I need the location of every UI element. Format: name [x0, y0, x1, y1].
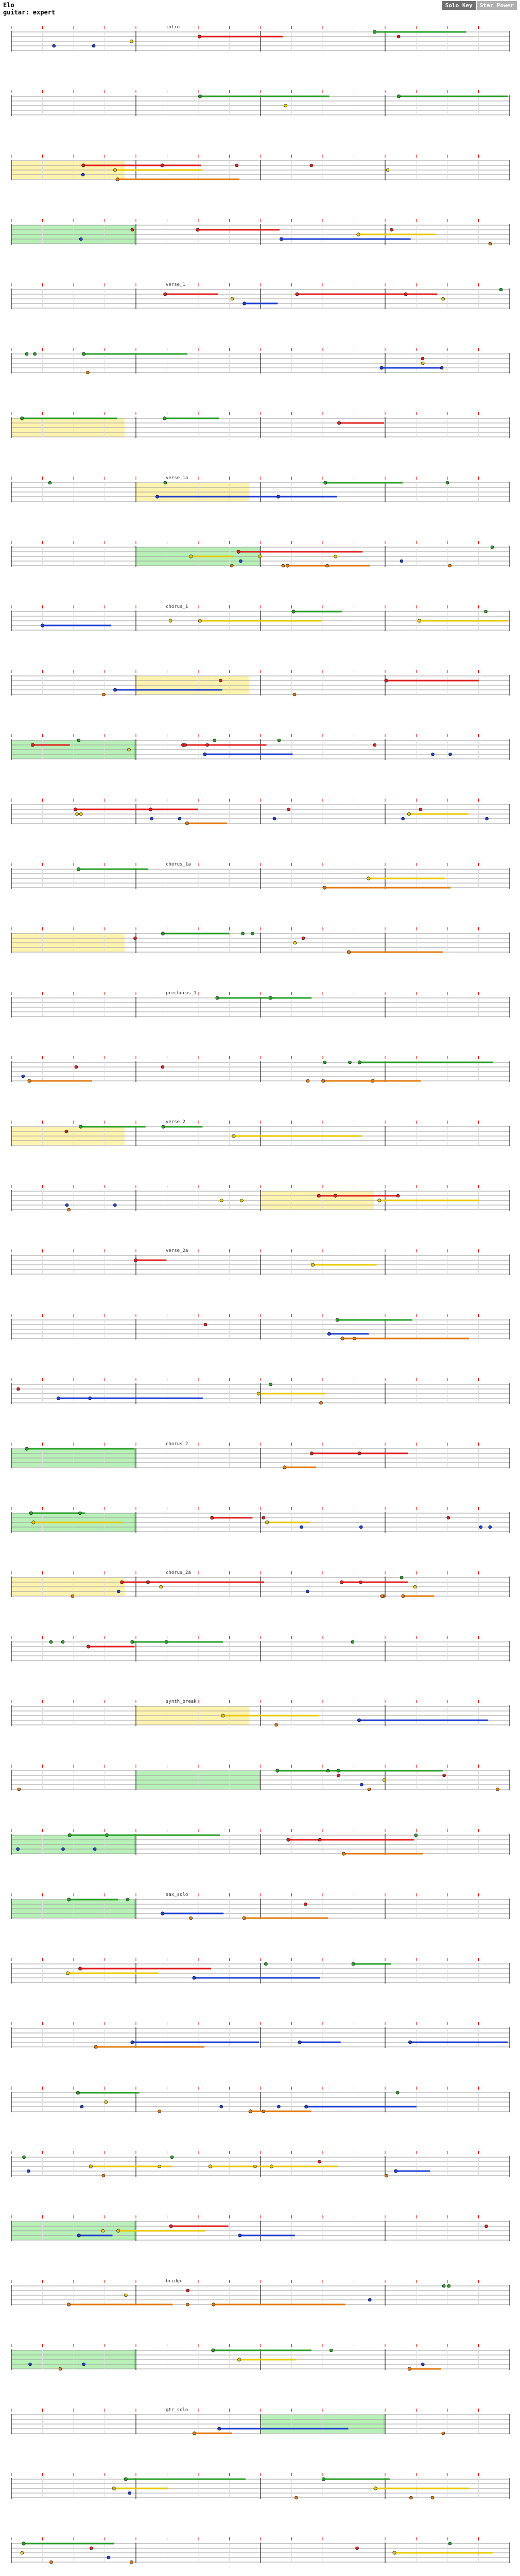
note-gem — [59, 2367, 62, 2370]
note-gem — [347, 951, 350, 954]
note-gem — [231, 297, 234, 300]
note-gem — [269, 1383, 272, 1386]
note-gem — [189, 555, 193, 558]
note-gem — [221, 1714, 224, 1717]
note-gem — [278, 739, 281, 742]
note-gem — [383, 1778, 386, 1782]
note-gem — [397, 95, 400, 98]
note-gem — [213, 739, 216, 742]
note-gem — [113, 168, 116, 172]
note-gem — [310, 164, 313, 167]
note-gem — [193, 2432, 196, 2435]
note-gem — [448, 564, 452, 567]
note-gem — [18, 1788, 21, 1791]
note-gem — [82, 2363, 85, 2366]
note-gem — [77, 868, 80, 871]
note-gem — [163, 417, 166, 420]
note-gem — [296, 293, 299, 296]
note-gem — [150, 817, 153, 820]
note-gem — [113, 688, 116, 691]
chart-header — [2, 0, 518, 21]
note-gem — [306, 1079, 309, 1082]
note-gem — [134, 937, 137, 940]
note-gem — [287, 808, 290, 811]
note-gem — [220, 2105, 223, 2108]
note-gem — [131, 1640, 134, 1643]
note-gem — [491, 546, 494, 549]
note-gem — [130, 2561, 133, 2564]
note-gem — [373, 30, 376, 33]
note-gem — [253, 2165, 256, 2168]
note-gem — [124, 2294, 127, 2297]
note-gem — [33, 352, 37, 355]
note-gem — [413, 1585, 417, 1588]
note-gem — [408, 2367, 411, 2370]
note-gem — [442, 2432, 445, 2435]
note-gem — [284, 104, 287, 107]
note-gem — [373, 743, 376, 747]
note-gem — [265, 1521, 268, 1524]
note-gem — [149, 808, 152, 811]
note-gem — [50, 2561, 53, 2564]
note-gem — [211, 1516, 214, 1519]
note-gem — [269, 996, 272, 999]
note-gem — [336, 1318, 339, 1321]
note-gem — [367, 877, 370, 880]
note-gem — [146, 1581, 149, 1584]
note-gem — [402, 817, 405, 820]
note-gem — [337, 1769, 340, 1772]
note-gem — [186, 2303, 189, 2306]
note-gem — [212, 2303, 215, 2306]
note-gem — [282, 564, 285, 567]
note-gem — [407, 812, 410, 816]
note-gem — [276, 495, 280, 498]
note-gem — [25, 1447, 28, 1450]
note-gem — [31, 743, 34, 747]
note-gem — [193, 1976, 196, 1979]
note-gem — [484, 610, 488, 613]
section-label: synth_break — [166, 1699, 197, 1704]
note-gem — [53, 44, 56, 47]
note-gem — [479, 1526, 482, 1529]
note-gem — [327, 1332, 331, 1335]
note-gem — [359, 1581, 362, 1584]
section-label: verse_1a — [166, 476, 188, 481]
note-gem — [164, 293, 167, 296]
note-gem — [158, 2110, 161, 2113]
note-gem — [41, 624, 44, 627]
note-gem — [65, 1204, 68, 1207]
note-gem — [499, 288, 502, 291]
note-gem — [216, 996, 219, 999]
note-gem — [342, 1852, 345, 1855]
note-gem — [449, 753, 452, 756]
note-gem — [240, 1199, 243, 1202]
note-gem — [79, 238, 82, 241]
note-gem — [218, 2427, 221, 2430]
note-gem — [317, 1194, 320, 1197]
note-gem — [358, 1061, 361, 1064]
note-gem — [67, 2303, 70, 2306]
note-gem — [178, 817, 181, 820]
note-gem — [185, 822, 188, 825]
note-gem — [286, 564, 289, 567]
note-gem — [169, 619, 172, 622]
note-gem — [306, 1590, 309, 1593]
note-gem — [82, 352, 85, 355]
note-gem — [127, 748, 130, 751]
note-gem — [349, 1061, 352, 1064]
note-gem — [161, 932, 164, 935]
note-gem — [421, 357, 424, 360]
note-gem — [22, 2156, 25, 2159]
note-gem — [442, 2284, 445, 2287]
note-gem — [242, 1917, 246, 1920]
note-gem — [94, 2045, 97, 2048]
note-gem — [92, 44, 95, 47]
note-gem — [408, 2041, 411, 2044]
note-gem — [101, 2229, 105, 2232]
note-gem — [198, 95, 201, 98]
note-gem — [489, 1526, 492, 1529]
note-gem — [330, 2349, 333, 2352]
note-gem — [134, 1259, 137, 1262]
note-gem — [257, 1392, 260, 1395]
note-gem — [357, 1719, 360, 1722]
note-gem — [105, 2100, 108, 2104]
note-gem — [326, 1769, 330, 1772]
note-gem — [380, 366, 383, 369]
note-gem — [300, 1526, 303, 1529]
note-gem — [402, 1595, 405, 1598]
note-gem — [293, 693, 296, 696]
note-gem — [374, 2487, 377, 2490]
note-gem — [198, 619, 201, 622]
note-gem — [273, 817, 276, 820]
note-gem — [319, 1401, 322, 1404]
note-gem — [170, 2156, 174, 2159]
note-gem — [160, 1585, 163, 1588]
note-gem — [258, 555, 262, 558]
note-gem — [393, 2551, 396, 2554]
note-gem — [390, 228, 393, 231]
note-gem — [196, 228, 199, 231]
note-gem — [280, 238, 283, 241]
note-gem — [360, 1783, 363, 1786]
note-gem — [22, 2542, 25, 2545]
note-gem — [298, 2041, 301, 2044]
note-gem — [318, 1838, 321, 1841]
note-gem — [396, 2091, 399, 2094]
note-gem — [421, 362, 424, 365]
note-gem — [90, 2547, 93, 2550]
note-gem — [25, 352, 28, 355]
note-gem — [337, 421, 340, 425]
note-gem — [65, 1130, 68, 1133]
note-gem — [293, 941, 297, 944]
section-label: intro — [166, 25, 180, 30]
note-gem — [128, 2492, 131, 2495]
note-gem — [102, 693, 105, 696]
note-gem — [352, 1962, 355, 1965]
section-label: gtr_solo — [166, 2408, 188, 2413]
note-gem — [21, 417, 24, 420]
note-gem — [16, 1848, 20, 1851]
note-gem — [323, 1061, 326, 1064]
note-gem — [242, 302, 246, 305]
note-gem — [239, 560, 242, 563]
note-gem — [356, 2547, 359, 2550]
note-gem — [353, 1337, 356, 1340]
note-gem — [131, 228, 134, 231]
note-gem — [340, 1581, 343, 1584]
note-gem — [409, 2496, 412, 2499]
note-chart-canvas — [0, 21, 520, 2576]
note-gem — [489, 242, 492, 245]
note-gem — [66, 1972, 69, 1975]
note-gem — [117, 2229, 120, 2232]
section-label: bridge — [166, 2279, 183, 2284]
note-gem — [287, 1838, 290, 1841]
note-gem — [17, 1387, 20, 1391]
note-gem — [318, 2160, 321, 2163]
note-gem — [230, 564, 233, 567]
note-gem — [404, 293, 407, 296]
note-gem — [67, 1208, 71, 1211]
note-gem — [237, 2358, 240, 2361]
note-gem — [21, 2551, 24, 2554]
note-gem — [283, 1466, 286, 1469]
note-gem — [79, 1125, 82, 1128]
note-gem — [155, 495, 159, 498]
note-gem — [206, 743, 209, 747]
note-gem — [29, 1512, 32, 1515]
note-gem — [76, 812, 79, 816]
note-gem — [80, 2105, 83, 2108]
note-gem — [68, 1834, 71, 1837]
note-gem — [209, 2165, 212, 2168]
note-gem — [75, 1065, 78, 1069]
song-title: Elo — [3, 2, 14, 9]
note-gem — [292, 610, 295, 613]
note-gem — [86, 371, 89, 374]
note-gem — [447, 1516, 450, 1519]
note-gem — [116, 178, 119, 181]
note-gem — [117, 1590, 120, 1593]
note-gem — [169, 2225, 172, 2228]
note-gem — [368, 1788, 371, 1791]
note-gem — [79, 812, 82, 816]
note-gem — [82, 164, 85, 167]
note-gem — [87, 1645, 90, 1648]
note-gem — [485, 2225, 488, 2228]
note-gem — [385, 679, 388, 682]
legend — [442, 1, 517, 10]
note-gem — [396, 1194, 400, 1197]
note-gem — [238, 2234, 241, 2237]
note-gem — [76, 2091, 79, 2094]
note-gem — [81, 173, 84, 176]
note-gem — [277, 2105, 280, 2108]
note-gem — [378, 1199, 381, 1202]
note-gem — [394, 2170, 397, 2173]
note-gem — [294, 2496, 298, 2499]
note-gem — [186, 2289, 189, 2292]
note-gem — [61, 1640, 64, 1643]
note-gem — [161, 164, 164, 167]
note-gem — [212, 2349, 215, 2352]
note-gem — [380, 1595, 384, 1598]
note-gem — [235, 164, 238, 167]
note-gem — [400, 1576, 403, 1579]
note-gem — [120, 1581, 124, 1584]
note-gem — [107, 2556, 110, 2559]
note-gem — [446, 481, 449, 484]
note-gem — [275, 1723, 278, 1726]
note-gem — [337, 1774, 340, 1777]
note-gem — [419, 808, 422, 811]
note-gem — [74, 808, 77, 811]
note-gem — [418, 619, 421, 622]
note-gem — [184, 743, 187, 747]
note-gem — [323, 886, 326, 889]
note-gem — [385, 2174, 388, 2177]
note-gem — [78, 1967, 81, 1970]
note-gem — [28, 1079, 31, 1082]
note-gem — [442, 297, 445, 300]
note-gem — [89, 2165, 92, 2168]
note-gem — [112, 2487, 115, 2490]
note-gem — [124, 2478, 127, 2481]
note-gem — [162, 1125, 165, 1128]
note-gem — [189, 1917, 193, 1920]
note-gem — [48, 481, 51, 484]
note-gem — [204, 1323, 207, 1326]
note-gem — [262, 1516, 265, 1519]
section-label: verse_2 — [166, 1120, 185, 1125]
note-gem — [431, 753, 435, 756]
note-gem — [67, 1898, 71, 1901]
note-gem — [232, 1134, 235, 1138]
note-gem — [414, 1834, 418, 1837]
note-gem — [264, 1962, 267, 1965]
note-gem — [357, 233, 360, 236]
note-gem — [251, 932, 254, 935]
note-gem — [198, 35, 201, 38]
section-label: chorus_2a — [166, 1570, 191, 1575]
note-gem — [161, 1065, 164, 1069]
note-gem — [22, 1075, 25, 1078]
note-gem — [310, 1452, 313, 1455]
note-gem — [241, 932, 245, 935]
section-label: verse_1 — [166, 282, 185, 287]
note-gem — [249, 2110, 252, 2113]
note-gem — [71, 1595, 74, 1598]
note-gem — [397, 35, 400, 38]
note-gem — [220, 1199, 223, 1202]
note-gem — [386, 168, 389, 172]
note-gem — [325, 564, 328, 567]
note-gem — [302, 937, 305, 940]
section-label: verse_2a — [166, 1248, 188, 1253]
note-gem — [158, 2165, 161, 2168]
note-gem — [496, 1788, 499, 1791]
note-gem — [400, 560, 403, 563]
note-gem — [237, 550, 240, 553]
note-gem — [334, 555, 337, 558]
legend-solo: Solo Key — [442, 1, 476, 10]
note-gem — [113, 1204, 116, 1207]
note-gem — [351, 1640, 354, 1643]
note-gem — [126, 1898, 129, 1901]
note-gem — [27, 2170, 30, 2173]
note-gem — [102, 2174, 105, 2177]
note-gem — [49, 1640, 53, 1643]
section-label: chorus_1 — [166, 604, 188, 609]
note-gem — [77, 739, 80, 742]
note-gem — [322, 1079, 325, 1082]
note-gem — [262, 2110, 265, 2113]
note-gem — [341, 1337, 344, 1340]
note-gem — [219, 679, 222, 682]
note-gem — [276, 1769, 279, 1772]
note-gem — [304, 2105, 307, 2108]
note-chart — [0, 21, 520, 2576]
note-gem — [431, 2496, 434, 2499]
note-gem — [203, 753, 206, 756]
section-label: sax_solo — [166, 1892, 188, 1897]
note-gem — [130, 40, 133, 43]
note-gem — [443, 1774, 446, 1777]
section-label: chorus_1a — [166, 862, 191, 867]
note-gem — [164, 481, 167, 484]
note-gem — [131, 2041, 134, 2044]
note-gem — [447, 2284, 450, 2287]
note-gem — [78, 1512, 81, 1515]
note-gem — [368, 2298, 371, 2301]
note-gem — [32, 1521, 35, 1524]
note-gem — [440, 366, 443, 369]
note-gem — [486, 817, 489, 820]
legend-star-power: Star Power — [477, 1, 517, 10]
note-gem — [304, 1903, 307, 1906]
note-gem — [28, 2363, 31, 2366]
note-gem — [77, 2234, 80, 2237]
note-gem — [448, 2542, 452, 2545]
section-label: prechorus_1 — [166, 991, 197, 996]
note-gem — [57, 1397, 60, 1400]
section-label: chorus_2 — [166, 1442, 188, 1447]
note-gem — [93, 1848, 96, 1851]
note-gem — [358, 1452, 361, 1455]
note-gem — [324, 481, 327, 484]
note-gem — [311, 1263, 314, 1266]
note-gem — [62, 1848, 65, 1851]
note-gem — [359, 1526, 362, 1529]
note-gem — [322, 2478, 325, 2481]
song-difficulty: guitar: expert — [3, 9, 56, 16]
note-gem — [421, 2363, 424, 2366]
note-gem — [161, 1912, 164, 1915]
note-gem — [334, 1194, 337, 1197]
